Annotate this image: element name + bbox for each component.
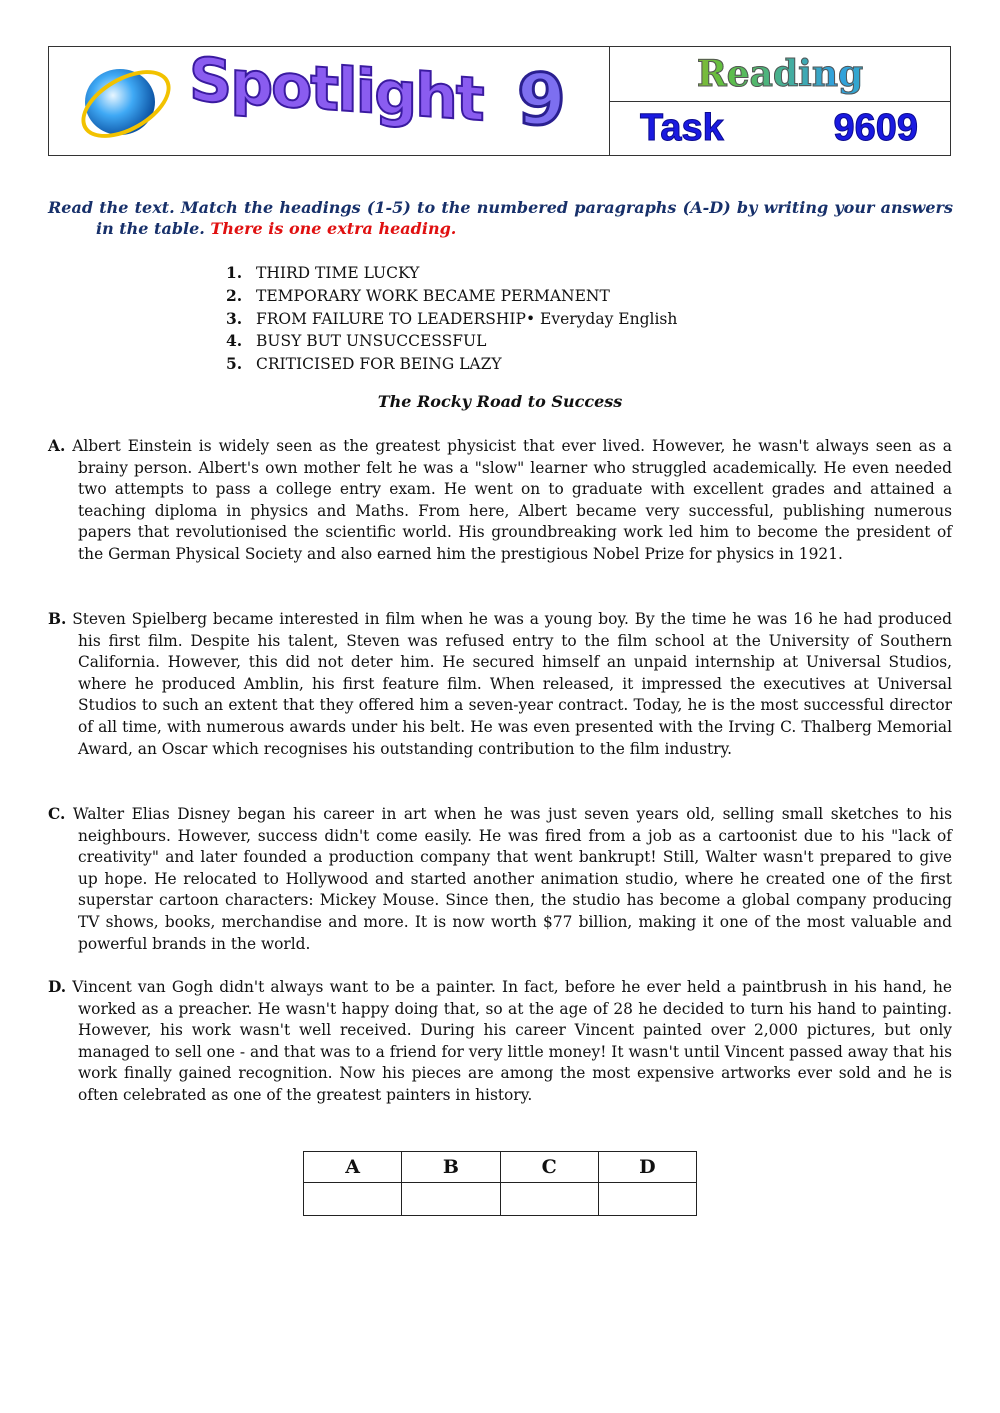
paragraph-letter: A. xyxy=(48,437,66,455)
paragraph-text: Steven Spielberg became interested in film when he was a young boy. By the time he was 16 he had produced his first film. Despite his talent, Steven was refused entry to the film school at the University of Southern California. However, this did not deter him. He secured himself an unpaid internship at Universal Studios, where he produced Amblin, his first feature film. When released, it impressed the executives at Universal Studios to such an extent that they offered him a seven-year contract. Today, he is the most successful director of all time, with numerous awards under his belt. He was even presented with the Irving C. Thalberg Memorial Award, an Oscar which recognises his outstanding contribution to the film industry. xyxy=(72,610,952,758)
paragraph-c xyxy=(48,804,952,955)
logo-text: Spotlight xyxy=(189,44,483,136)
instructions-main: Read the text. Match the headings (1-5) to the numbered paragraphs (A-D) by writing your answers in the table. xyxy=(48,198,953,238)
level-number: 9 xyxy=(517,59,566,141)
spotlight-logo xyxy=(49,44,610,155)
paragraph-text: Walter Elias Disney began his career in art when he was just seven years old, selling small sketches to his neighbours. However, success didn't come easily. He was fired from a job as a cartoonist due to his "lack of creativity" and later founded a production company that went bankrupt! Still, Walter wasn't prepared to give up hope. He relocated to Hollywood and started another animation studio, where he created one of the first superstar cartoon characters: Mickey Mouse. Since then, the studio has become a global company producing TV shows, books, merchandise and more. It is now worth $77 billion, making it one of the most valuable and powerful brands in the world. xyxy=(72,805,952,953)
heading-text: FROM FAILURE TO LEADERSHIP• Everyday English xyxy=(256,309,678,328)
paragraph-d xyxy=(48,977,952,1107)
heading-text: CRITICISED FOR BEING LAZY xyxy=(256,355,502,374)
paragraph-a xyxy=(48,436,952,566)
paragraph-letter: B. xyxy=(48,610,67,628)
answer-cell-c[interactable] xyxy=(500,1183,598,1216)
heading-item xyxy=(226,262,677,285)
column-c: C xyxy=(500,1152,598,1183)
paragraph-text: Albert Einstein is widely seen as the greatest physicist that ever lived. However, he wasn't always seen as a brainy person. Albert's own mother felt he was a "slow" learner who struggled academically. He even needed two attempts to pass a college entry exam. He went on to graduate with excellent grades and attained a teaching diploma in physics and Maths. From here, Albert became very successful, publishing numerous papers that revolutionised the scientific world. His groundbreaking work led him to become the president of the German Physical Society and also earned him the prestigious Nobel Prize for physics in 1921. xyxy=(72,437,952,563)
paragraph-letter: C. xyxy=(48,805,66,823)
heading-item xyxy=(226,330,677,353)
answer-table xyxy=(303,1151,697,1216)
heading-number: 4. xyxy=(226,331,243,351)
answer-cell-a[interactable] xyxy=(304,1183,402,1216)
paragraph-b xyxy=(48,609,952,760)
heading-number: 5. xyxy=(226,354,243,374)
heading-item xyxy=(226,285,677,308)
column-b: B xyxy=(402,1152,500,1183)
answer-cell-d[interactable] xyxy=(598,1183,696,1216)
instructions-highlight: There is one extra heading. xyxy=(210,219,457,238)
task-label: Task xyxy=(640,107,724,149)
headings-list xyxy=(226,262,677,376)
heading-number: 2. xyxy=(226,285,243,305)
worksheet-header xyxy=(48,46,951,156)
task-number: 9609 xyxy=(833,107,918,149)
heading-text: BUSY BUT UNSUCCESSFUL xyxy=(256,332,487,351)
article-title: The Rocky Road to Success xyxy=(377,392,623,411)
column-d: D xyxy=(598,1152,696,1183)
answer-cell-b[interactable] xyxy=(402,1183,500,1216)
paragraph-letter: D. xyxy=(48,978,67,996)
paragraph-text: Vincent van Gogh didn't always want to be a painter. In fact, before he ever held a paintbrush in his hand, he worked as a preacher. He wasn't happy doing that, so at the age of 28 he decided to turn his hand to painting. However, his work wasn't well received. During his career Vincent painted over 2,000 pictures, but only managed to sell one - and that was to a friend for very little money! It wasn't until Vincent passed away that his work finally gained recognition. Now his pieces are among the most expensive artworks ever sold and he is often celebrated as one of the greatest painters in history. xyxy=(72,978,952,1104)
heading-text: TEMPORARY WORK BECAME PERMANENT xyxy=(256,286,610,305)
heading-number: 1. xyxy=(226,263,243,282)
heading-number: 3. xyxy=(226,308,243,328)
section-label: Reading xyxy=(610,47,950,102)
heading-item xyxy=(226,353,677,376)
heading-item xyxy=(226,308,677,331)
instructions xyxy=(48,197,953,239)
heading-text: THIRD TIME LUCKY xyxy=(256,264,420,282)
column-a: A xyxy=(304,1152,402,1183)
